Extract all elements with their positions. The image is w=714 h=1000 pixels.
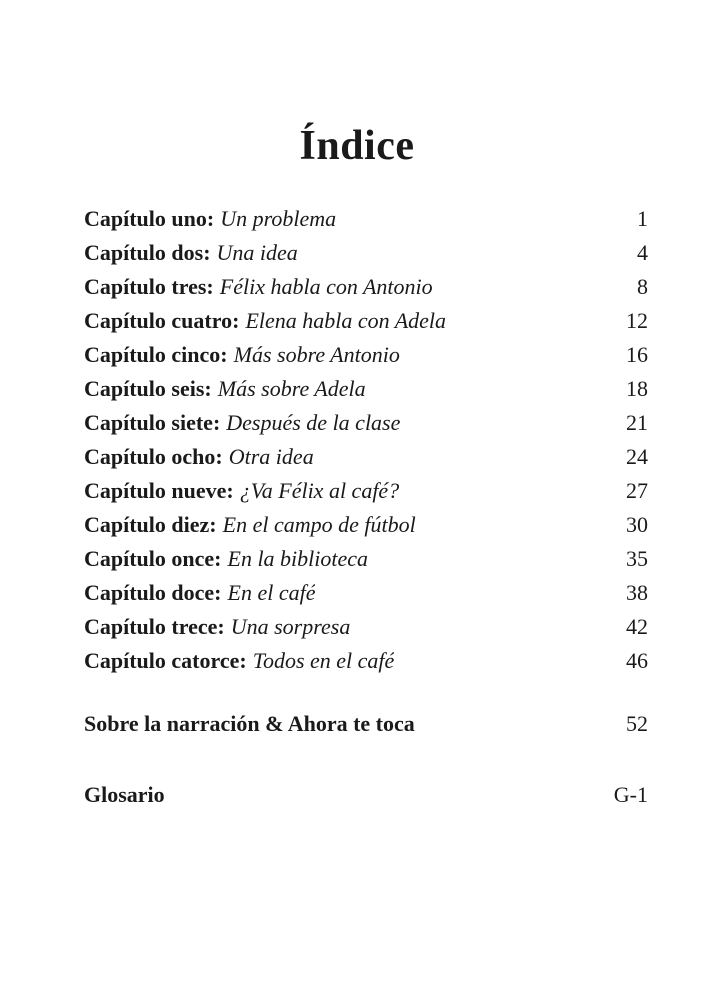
toc-page-number: 35 [626, 546, 648, 571]
toc-page-number: 24 [626, 444, 648, 469]
toc-row [84, 270, 648, 304]
chapter-label: Capítulo diez: [84, 512, 217, 537]
toc-page-number: G-1 [613, 782, 648, 807]
chapter-title: En el campo de fútbol [222, 512, 416, 537]
chapter-title: Otra idea [228, 444, 314, 469]
chapter-label: Capítulo cinco: [84, 342, 228, 367]
chapter-title: Más sobre Antonio [233, 342, 400, 367]
chapter-label: Capítulo trece: [84, 614, 225, 639]
toc-row [84, 576, 648, 610]
chapter-label: Capítulo dos: [84, 240, 211, 265]
toc-row [84, 304, 648, 338]
page-title: Índice [299, 123, 415, 169]
toc-page-number: 8 [637, 274, 648, 299]
toc-page-number: 27 [626, 478, 648, 503]
toc-extra-narracion [84, 707, 648, 741]
toc-page-number: 18 [626, 376, 648, 401]
chapter-title: Félix habla con Antonio [219, 274, 433, 299]
chapter-title: En el café [227, 580, 316, 605]
toc-page-number: 21 [626, 410, 648, 435]
toc-row [84, 474, 648, 508]
toc-page-number: 42 [626, 614, 648, 639]
toc-page-number: 16 [626, 342, 648, 367]
chapter-label: Capítulo cuatro: [84, 308, 240, 333]
toc-row [84, 372, 648, 406]
chapter-title: En la biblioteca [227, 546, 369, 571]
chapter-title: Todos en el café [252, 648, 395, 673]
toc-row [84, 338, 648, 372]
toc-row [84, 202, 648, 236]
toc-page-number: 12 [626, 308, 648, 333]
toc-extra-glosario [84, 778, 648, 812]
chapter-title: Una idea [216, 240, 298, 265]
table-of-contents [84, 202, 648, 678]
toc-entry-label: Glosario [84, 782, 165, 807]
toc-page-number: 38 [626, 580, 648, 605]
chapter-title: Después de la clase [226, 410, 401, 435]
toc-row [84, 644, 648, 678]
chapter-title: Un problema [220, 206, 337, 231]
chapter-title: Una sorpresa [230, 614, 351, 639]
toc-row [84, 542, 648, 576]
chapter-title: ¿Va Félix al café? [239, 478, 400, 503]
chapter-label: Capítulo catorce: [84, 648, 247, 673]
toc-entry-label: Sobre la narración & Ahora te toca [84, 711, 415, 736]
chapter-label: Capítulo once: [84, 546, 222, 571]
toc-row [84, 778, 648, 812]
toc-row [84, 508, 648, 542]
chapter-title: Más sobre Adela [217, 376, 366, 401]
chapter-label: Capítulo tres: [84, 274, 214, 299]
chapter-label: Capítulo doce: [84, 580, 222, 605]
toc-page-number: 52 [626, 711, 648, 736]
toc-row [84, 406, 648, 440]
chapter-label: Capítulo uno: [84, 206, 215, 231]
chapter-label: Capítulo ocho: [84, 444, 223, 469]
toc-row [84, 440, 648, 474]
chapter-label: Capítulo siete: [84, 410, 221, 435]
toc-row [84, 707, 648, 741]
toc-page-number: 30 [626, 512, 648, 537]
chapter-label: Capítulo seis: [84, 376, 212, 401]
toc-page-number: 4 [637, 240, 648, 265]
toc-row [84, 236, 648, 270]
chapter-label: Capítulo nueve: [84, 478, 234, 503]
toc-page-number: 46 [626, 648, 648, 673]
chapter-title: Elena habla con Adela [245, 308, 447, 333]
toc-page-number: 1 [637, 206, 648, 231]
toc-row [84, 610, 648, 644]
